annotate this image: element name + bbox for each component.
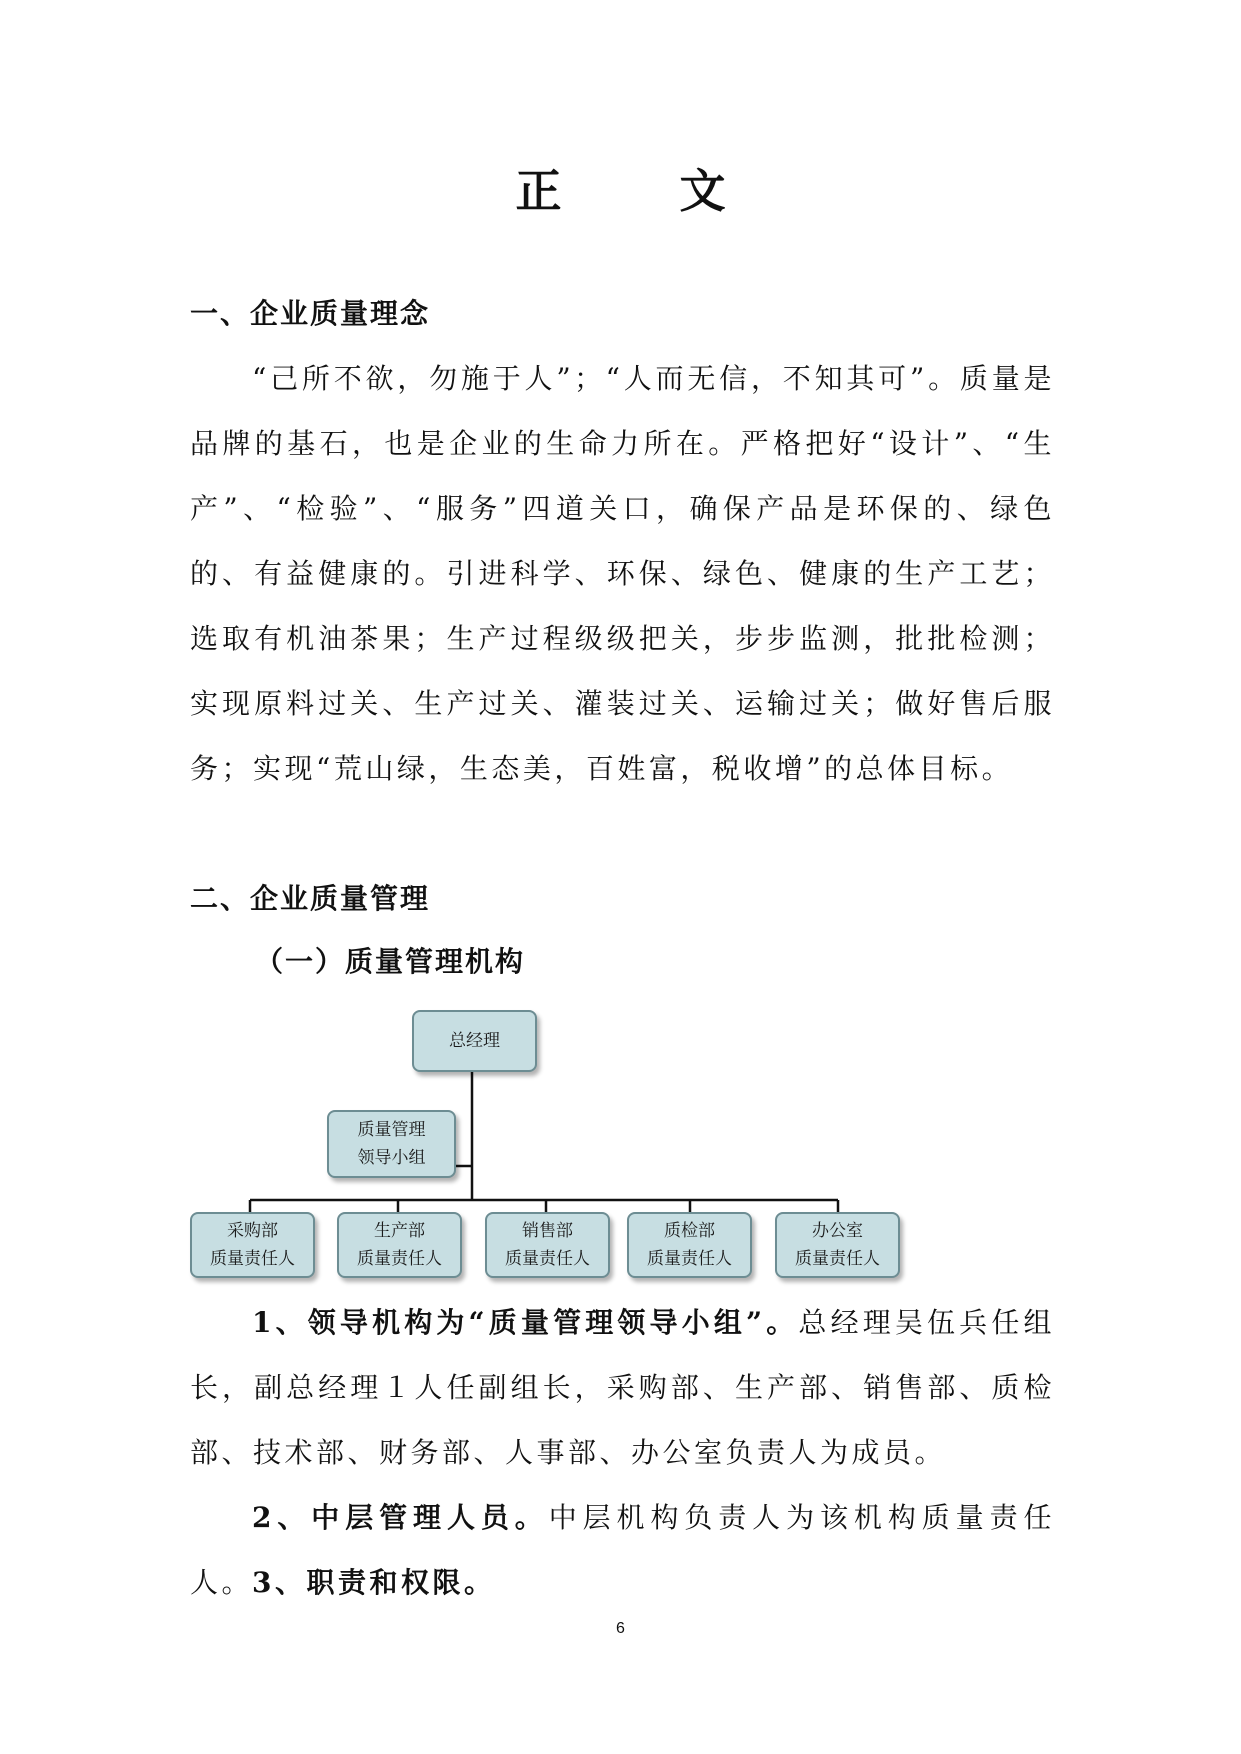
org-node-department [627, 1212, 752, 1278]
page-number: 6 [616, 1620, 625, 1637]
org-node-leader-group [327, 1110, 456, 1178]
section2-subheading: （一）质量管理机构 [255, 945, 526, 978]
org-node-department [190, 1212, 315, 1278]
department-name: 生产部 [374, 1221, 425, 1241]
item-2-label: 2、中层管理人员。 [252, 1501, 549, 1534]
department-role: 质量责任人 [357, 1249, 442, 1269]
department-role: 质量责任人 [210, 1249, 295, 1269]
org-node-department [485, 1212, 610, 1278]
org-node-department [337, 1212, 462, 1278]
item-2-text: 中层机构负责人为该机构质量责任人。 [190, 1501, 1055, 1599]
item-1-label: 1、领导机构为“质量管理领导小组”。 [252, 1306, 799, 1339]
department-name: 销售部 [522, 1221, 573, 1241]
section1-paragraph [190, 346, 1055, 801]
item-1-text: 总经理吴伍兵任组长，副总经理１人任副组长，采购部、生产部、销售部、质检部、技术部、财务部、人事部、办公室负责人为成员。 [190, 1306, 1055, 1469]
section2-heading: 二、企业质量管理 [190, 882, 431, 915]
department-role: 质量责任人 [505, 1249, 590, 1269]
department-name: 质检部 [664, 1221, 715, 1241]
department-name: 办公室 [812, 1221, 863, 1241]
org-node-leader-group-line2: 领导小组 [357, 1148, 426, 1168]
department-name: 采购部 [227, 1221, 278, 1241]
item-3-paragraph [190, 1550, 1055, 1615]
org-node-general-manager [412, 1010, 537, 1072]
department-role: 质量责任人 [647, 1249, 732, 1269]
org-node-department [775, 1212, 900, 1278]
department-role: 质量责任人 [795, 1249, 880, 1269]
org-node-general-manager-label: 总经理 [449, 1031, 500, 1051]
org-node-leader-group-line1: 质量管理 [357, 1120, 426, 1140]
section1-paragraph-text: “己所不欲，勿施于人”；“人而无信，不知其可”。质量是品牌的基石，也是企业的生命力所在。严格把好“设计”、“生产”、“检验”、“服务”四道关口，确保产品是环保的、绿色的、有益健康的。引进科学、环保、绿色、健康的生产工艺；选取有机油茶果；生产过程级级把关，步步监测，批批检测；实现原料过关、生产过关、灌装过关、运输过关；做好售后服务；实现“荒山绿，生态美，百姓富，税收增”的总体目标。 [190, 362, 1055, 785]
item-1-paragraph [190, 1290, 1055, 1485]
item-3-label: 3、职责和权限。 [252, 1566, 496, 1599]
section1-heading: 一、企业质量理念 [190, 297, 431, 330]
page-title: 正 文 [515, 164, 762, 218]
